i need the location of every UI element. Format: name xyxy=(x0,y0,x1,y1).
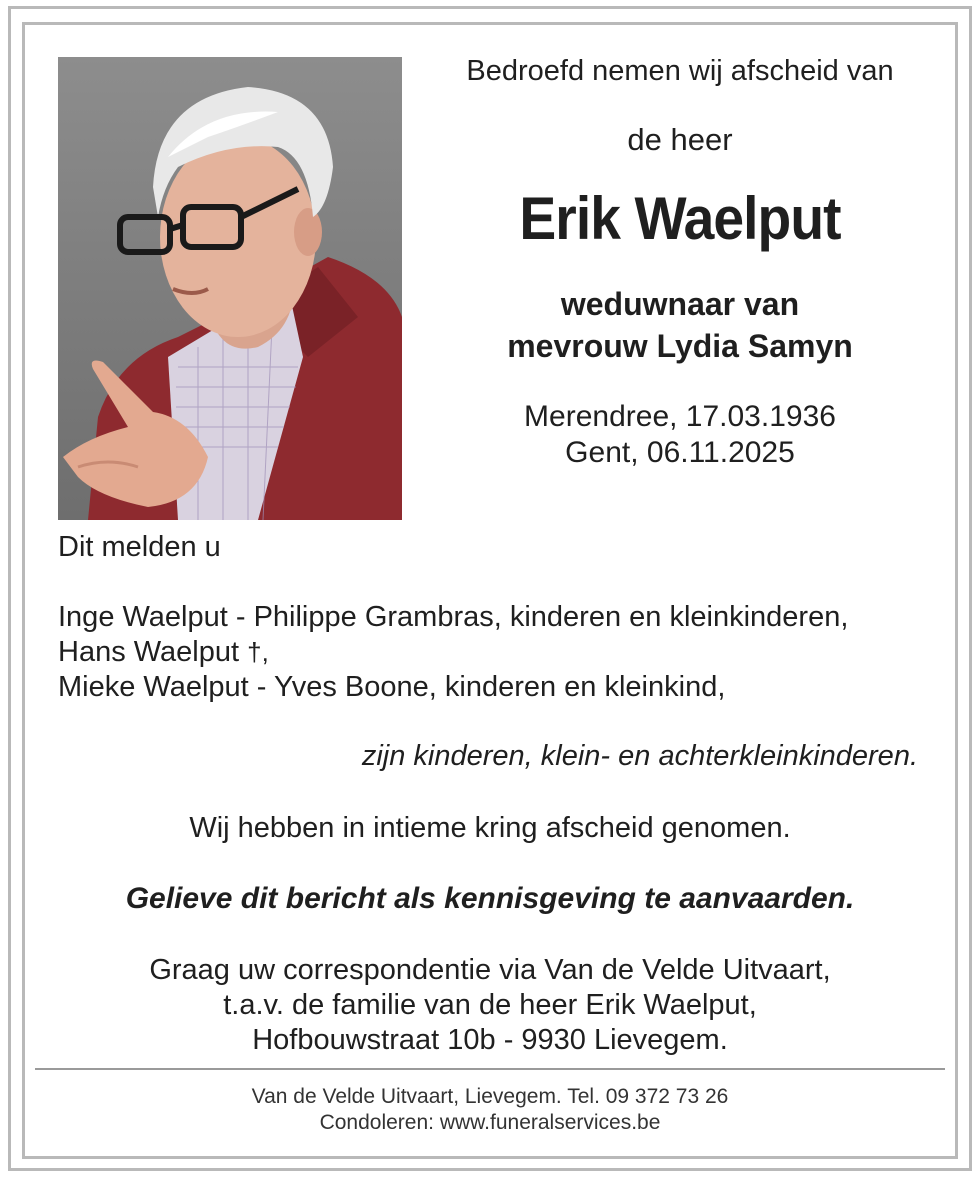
deceased-name: Erik Waelput xyxy=(519,185,841,252)
footer-contact: Van de Velde Uitvaart, Lievegem. Tel. 09 372 73 26 xyxy=(251,1085,729,1108)
spouse-line-1: weduwnaar van xyxy=(560,286,800,322)
correspondence-line: Graag uw correspondentie via Van de Velde Uitvaart, xyxy=(149,954,831,986)
correspondence-block xyxy=(30,953,950,1058)
death-date: Gent, 06.11.2025 xyxy=(565,436,795,469)
correspondence-line: Hofbouwstraat 10b - 9930 Lievegem. xyxy=(252,1024,728,1056)
relative-line: Mieke Waelput - Yves Boone, kinderen en kleinkind, xyxy=(58,671,726,703)
portrait-photo xyxy=(58,57,402,520)
dates xyxy=(420,399,940,471)
intro-text: Bedroefd nemen wij afscheid van xyxy=(466,55,894,87)
farewell-text: Wij hebben in intieme kring afscheid genomen. xyxy=(189,812,791,844)
birth-date: Merendree, 17.03.1936 xyxy=(524,400,836,433)
relative-line: Inge Waelput - Philippe Grambras, kinderen en kleinkinderen, xyxy=(58,601,849,633)
announcement-body xyxy=(58,530,938,705)
correspondence-line: t.a.v. de familie van de heer Erik Waelput, xyxy=(223,989,757,1021)
footer-divider xyxy=(35,1068,945,1070)
relative-name: Hans Waelput xyxy=(58,636,240,668)
spouse-info xyxy=(420,283,940,367)
honorific: de heer xyxy=(627,122,733,157)
signoff: zijn kinderen, klein- en achterkleinkinderen. xyxy=(361,740,918,772)
spouse-line-2: mevrouw Lydia Samyn xyxy=(507,328,853,364)
header-block xyxy=(420,52,940,471)
lead-text: Dit melden u xyxy=(58,531,221,563)
relative-line xyxy=(58,635,938,670)
footer xyxy=(30,1084,950,1136)
relatives-list xyxy=(58,600,938,705)
cross-icon: †, xyxy=(247,637,269,667)
notice-text: Gelieve dit bericht als kennisgeving te aanvaarden. xyxy=(125,882,855,915)
footer-condolences: Condoleren: www.funeralservices.be xyxy=(319,1111,661,1134)
